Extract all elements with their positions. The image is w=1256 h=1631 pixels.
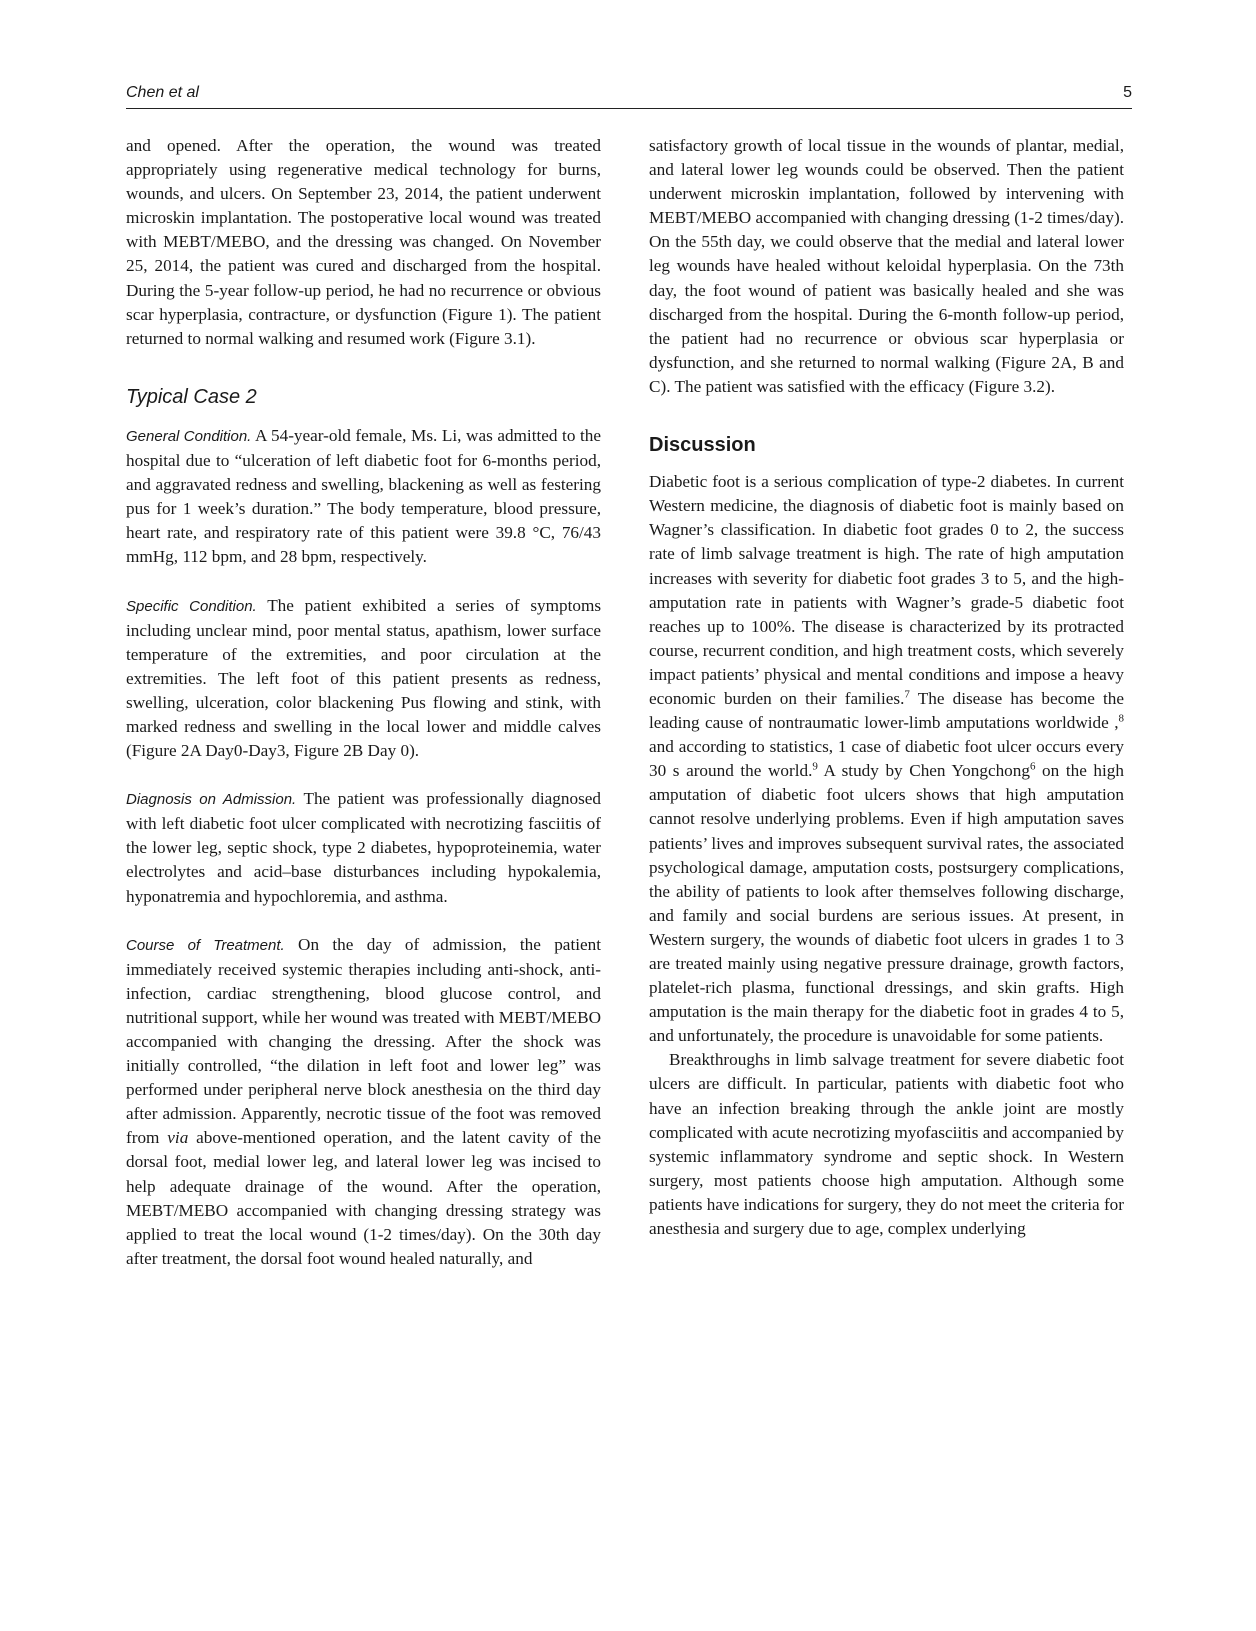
discussion-1-part-a: Diabetic foot is a serious complication of type-2 diabetes. In current Western medicine, the diagnosis of diabetic foot is mainly based on Wagner’s classification. In diabetic foot grades 0 to 2, the success rate of limb salvage treatment is high. The rate of high amputation increases with severity for diabetic foot grades 3 to 5, and the high-amputation rate in patients with Wagner’s grade-5 diabetic foot reaches up to 100%. The disease is characterized by its protracted course, recurrent condition, and high treatment costs, which severely impact patients’ physical and mental conditions and impose a heavy economic burden on their families. bbox=[649, 472, 1124, 708]
treatment-text-a: On the day of admission, the patient immediately received systemic therapies including anti-shock, anti-infection, cardiac strengthening, blood glucose control, and nutritional support, while her wound was treated with MEBT/MEBO accompanied with changing the dressing. After the shock was initially controlled, “the dilation in left foot and lower leg” was performed under peripheral nerve block anesthesia on the third day after admission. Apparently, necrotic tissue of the foot was removed from bbox=[126, 934, 601, 1148]
case-heading: Typical Case 2 bbox=[126, 385, 257, 408]
treatment-text-b: above-mentioned operation, and the latent cavity of the dorsal foot, medial lower leg, and lateral lower leg was incised to help adequate drainage of the wound. After the operation, MEBT/MEBO accompanied with changing dressing strategy was applied to treat the local wound (1-2 times/day). On the 30th day after treatment, the dorsal foot wound healed naturally, and bbox=[126, 1128, 602, 1268]
treatment-via: via bbox=[167, 1128, 189, 1148]
paragraph-discussion-2: Breakthroughs in limb salvage treatment for severe diabetic foot ulcers are difficult. In particular, patients with diabetic foot who have an infection breaking through the ankle joint are mostly complicated with acute necrotizing myofasciitis and accompanied by systemic inflammatory syndrome and septic shock. In Western surgery, most patients choose high amputation. Although some patients have indications for surgery, they do not meet the criteria for anesthesia and surgery due to age, complex underlying bbox=[649, 1050, 1124, 1239]
paragraph-case1-continuation: and opened. After the operation, the wound was treated appropriately using regenerative medical technology for burns, wounds, and ulcers. On September 23, 2014, the patient underwent microskin implantation. The postoperative local wound was treated with MEBT/MEBO, and the dressing was changed. On November 25, 2014, the patient was cured and discharged from the hospital. During the 5-year follow-up period, he had no recurrence or obvious scar hyperplasia, contracture, or dysfunction (Figure 1). The patient returned to normal walking and resumed work (Figure 3.1). bbox=[126, 136, 601, 348]
discussion-1-part-c: and according to statistics, 1 case of diabetic foot ulcer occurs every 30 s around the world. bbox=[649, 737, 1124, 781]
diagnosis-text: The patient was professionally diagnosed with left diabetic foot ulcer complicated with necrotizing fasciitis of the lower leg, septic shock, type 2 diabetes, hypoproteinemia, water electrolytes and acid–base disturbances including hypokalemia, hyponatremia and hypochloremia, and asthma. bbox=[126, 789, 601, 906]
running-head-authors: Chen et al bbox=[126, 84, 199, 101]
general-condition-label: General Condition. bbox=[126, 427, 252, 445]
paragraph-diagnosis bbox=[126, 787, 601, 908]
discussion-heading: Discussion bbox=[649, 434, 756, 457]
page-number: 5 bbox=[1123, 84, 1132, 101]
treatment-label: Course of Treatment. bbox=[126, 936, 285, 954]
citation-6: 6 bbox=[1029, 760, 1036, 773]
discussion-1-part-d: A study by Chen Yongchong bbox=[817, 761, 1030, 781]
left-column bbox=[126, 134, 601, 1271]
running-head bbox=[126, 84, 1132, 108]
citation-8: 8 bbox=[1118, 712, 1124, 725]
general-condition-text: A 54-year-old female, Ms. Li, was admitted to the hospital due to “ulceration of left diabetic foot for 6-months period, and aggravated redness and swelling, blackening as well as festering pus for 1 week’s duration.” The body temperature, blood pressure, heart rate, and respiratory rate of this patient were 39.8 °C, 76/43 mmHg, 112 bpm, and 28 bpm, respectively. bbox=[126, 425, 601, 567]
paragraph-discussion-1 bbox=[649, 470, 1124, 1048]
paragraph-course-of-treatment bbox=[126, 933, 601, 1271]
header-rule bbox=[126, 108, 1132, 109]
paragraph-case2-outcome: satisfactory growth of local tissue in the wounds of plantar, medial, and lateral lower leg wounds could be observed. Then the patient underwent microskin implantation, followed by intervening with MEBT/MEBO accompanied with changing dressing (1-2 times/day). On the 55th day, we could observe that the medial and lateral lower leg wounds have healed without keloidal hyperplasia. On the 73th day, the foot wound of patient was basically healed and she was discharged from the hospital. During the 6-month follow-up period, the patient had no recurrence or obvious scar hyperplasia or dysfunction, and she returned to normal walking (Figure 2A, B and C). The patient was satisfied with the efficacy (Figure 3.2). bbox=[649, 136, 1124, 396]
paragraph-specific-condition bbox=[126, 594, 601, 764]
discussion-1-part-e: on the high amputation of diabetic foot ulcers shows that high amputation cannot resolve underlying problems. Even if high amputation saves patients’ lives and improves subsequent survival rates, the associated psychological damage, amputation costs, postsurgery complications, the ability of patients to look after themselves following discharge, and family and social burdens are serious issues. At present, in Western surgery, the wounds of diabetic foot ulcers in grades 1 to 3 are treated mainly using negative pressure drainage, growth factors, platelet-rich plasma, functional dressings, and skin grafts. High amputation is the main therapy for the diabetic foot in grades 4 to 5, and unfortunately, the procedure is unavoidable for some patients. bbox=[649, 761, 1124, 1046]
paragraph-general-condition bbox=[126, 424, 601, 570]
specific-condition-text: The patient exhibited a series of symptoms including unclear mind, poor mental status, apathism, lower surface temperature of the extremities, and poor circulation at the extremities. The left foot of this patient presents as redness, swelling, ulceration, color blackening Pus flowing and stink, with marked redness and swelling in the local lower and middle calves (Figure 2A Day0-Day3, Figure 2B Day 0). bbox=[126, 595, 602, 761]
specific-condition-label: Specific Condition. bbox=[126, 597, 257, 615]
citation-7: 7 bbox=[904, 688, 910, 701]
discussion-1-part-b: The disease has become the leading cause of nontraumatic lower-limb amputations worldwide , bbox=[649, 688, 1124, 733]
diagnosis-label: Diagnosis on Admission. bbox=[126, 791, 297, 809]
citation-9: 9 bbox=[812, 760, 818, 773]
right-column bbox=[649, 134, 1124, 1241]
